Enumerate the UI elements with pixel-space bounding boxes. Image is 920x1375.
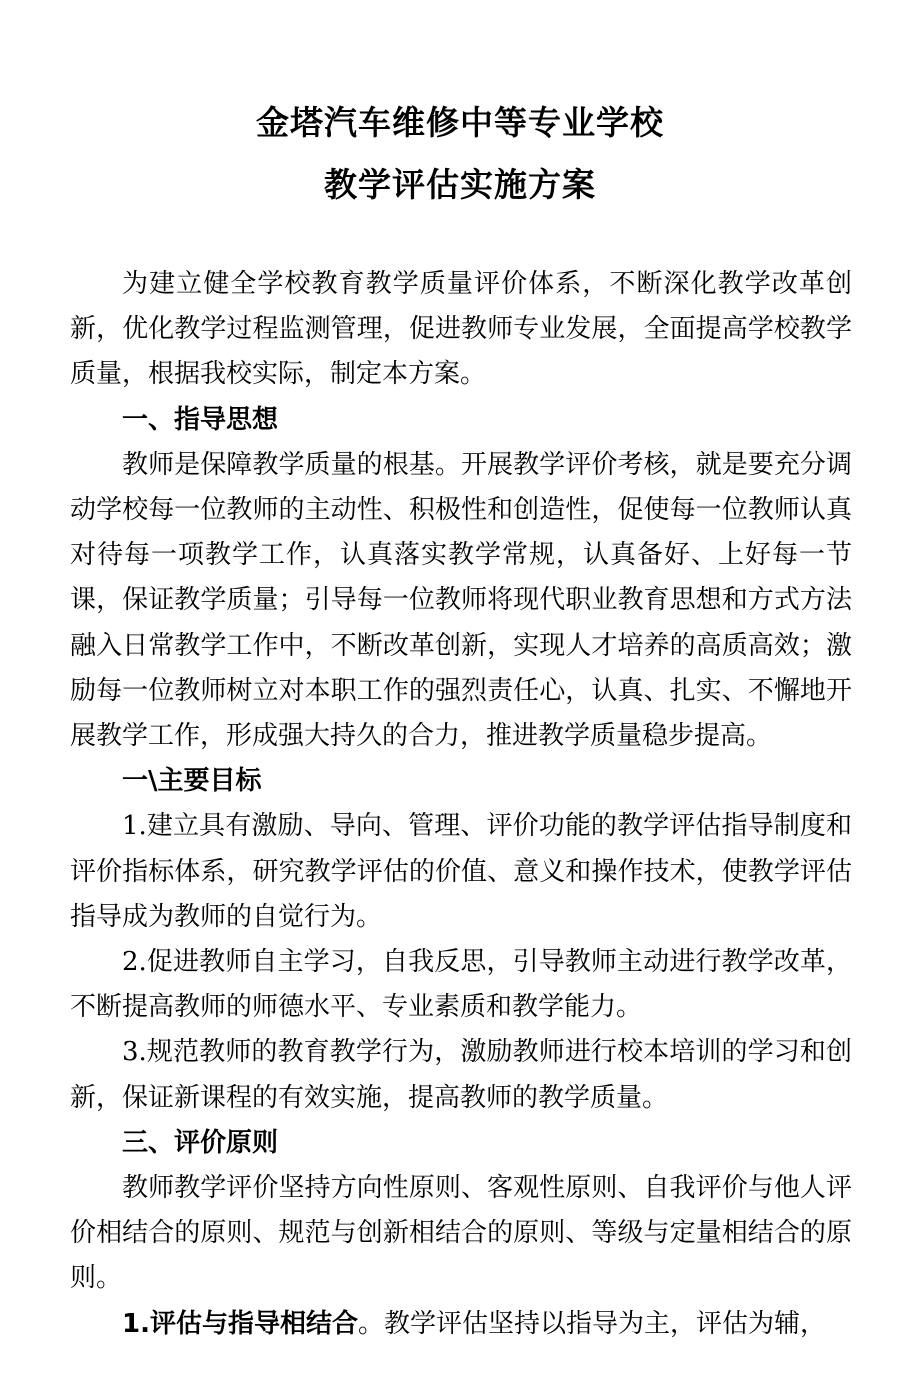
intro-paragraph: 为建立健全学校教育教学质量评价体系，不断深化教学改革创新，优化教学过程监测管理，促进教师专业发展，全面提高学校教学质量，根据我校实际，制定本方案。	[70, 269, 852, 390]
goal-item-3: 3.规范教师的教育教学行为，激励教师进行校本培训的学习和创新，保证新课程的有效实施，提高教师的教学质量。	[70, 1037, 852, 1113]
section-1-paragraph: 教师是保障教学质量的根基。开展教学评价考核，就是要充分调动学校每一位教师的主动性、积极性和创造性，促使每一位教师认真对待每一项教学工作，认真落实教学常规，认真备好、上好每一节课，保证教学质量；引导每一位教师将现代职业教育思想和方式方法融入日常教学工作中，不断改革创新，实现人才培养的高质高效；激励每一位教师树立对本职工作的强烈责任心，认真、扎实、不懈地开展教学工作，形成强大持久的合力，推进教学质量稳步提高。	[70, 449, 852, 752]
section-1-heading: 一、指导思想	[122, 404, 279, 435]
section-2-heading: 一\主要目标	[122, 766, 262, 797]
section-3-heading: 三、评价原则	[122, 1127, 279, 1158]
principle-item-1-text: 。教学评估坚持以指导为主，评估为辅，	[357, 1308, 826, 1339]
principle-item-1	[70, 1302, 852, 1347]
principle-item-1-lead: 1.评估与指导相结合	[122, 1308, 358, 1339]
document-title-line-2: 教学评估实施方案	[324, 165, 596, 204]
document-body	[70, 262, 852, 1347]
section-3-paragraph: 教师教学评价坚持方向性原则、客观性原则、自我评价与他人评价相结合的原则、规范与创新相结合的原则、等级与定量相结合的原则。	[70, 1173, 852, 1294]
goal-item-2: 2.促进教师自主学习，自我反思，引导教师主动进行教学改革，不断提高教师的师德水平、专业素质和教学能力。	[70, 947, 852, 1023]
document-title-line-1: 金塔汽车维修中等专业学校	[256, 103, 664, 142]
goal-item-1: 1.建立具有激励、导向、管理、评价功能的教学评估指导制度和评价指标体系，研究教学评估的价值、意义和操作技术，使教学评估指导成为教师的自觉行为。	[70, 811, 852, 932]
